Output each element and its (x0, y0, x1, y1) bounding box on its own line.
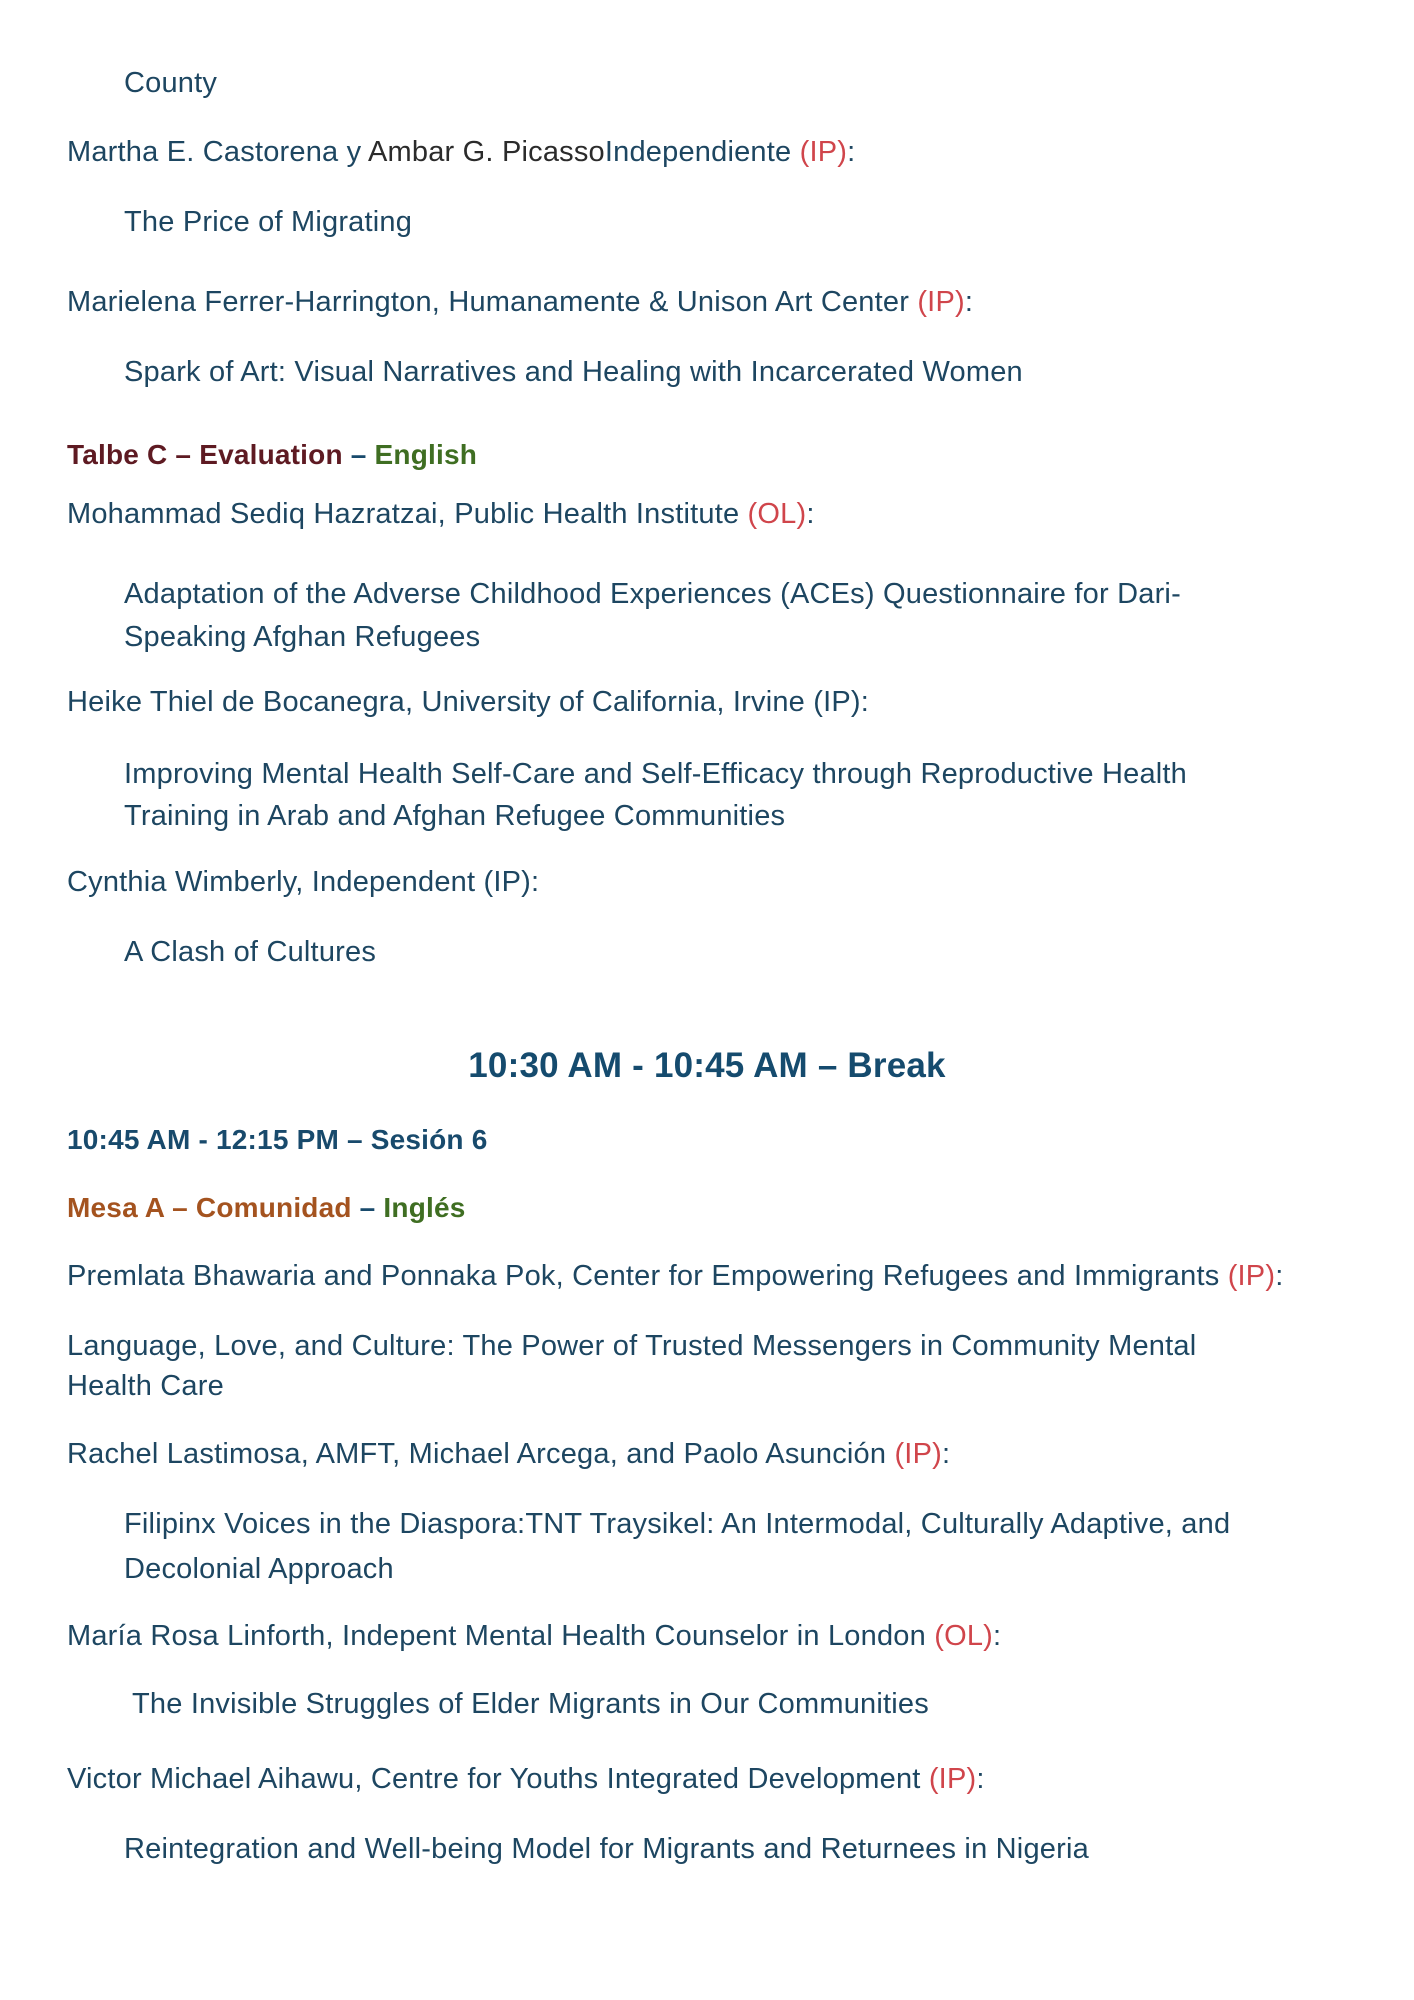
presenter-line (67, 1262, 1283, 1291)
table-label: Talbe C – (67, 439, 200, 470)
table-topic: Evaluation (199, 439, 343, 470)
presenter-name: Martha E. Castorena y (67, 136, 368, 168)
presenter-line: Cynthia Wimberly, Independent (IP): (67, 866, 540, 898)
presentation-title: Spark of Art: Visual Narratives and Healing with Incarcerated Women (124, 356, 1023, 388)
table-c-heading (67, 441, 477, 469)
presenter-name: Premlata Bhawaria and Ponnaka Pok, Center for Empowering Refugees and Immigrants (67, 1260, 1228, 1292)
presenter-line (67, 288, 973, 317)
presenter-name: Mohammad Sediq Hazratzai, Public Health Institute (67, 498, 748, 530)
presenter-line (67, 500, 815, 529)
delivery-tag: (OL) (747, 498, 807, 530)
delivery-tag: (IP) (894, 1438, 942, 1470)
heading-dash: – (342, 439, 375, 470)
table-language: English (374, 439, 478, 470)
presenter-suffix: : (976, 1763, 985, 1795)
presenter-name: Victor Michael Aihawu, Centre for Youths Integrated Development (67, 1763, 929, 1795)
presentation-title-continuation: County (124, 67, 218, 99)
presentation-title-line-1: Adaptation of the Adverse Childhood Experiences (ACEs) Questionnaire for Dari- (124, 578, 1181, 610)
presenter-suffix: : (847, 136, 856, 168)
presentation-title-line-1: Improving Mental Health Self-Care and Self-Efficacy through Reproductive Health (124, 758, 1188, 790)
presentation-title-line-2: Training in Arab and Afghan Refugee Communities (124, 800, 786, 832)
presentation-title: Reintegration and Well-being Model for Migrants and Returnees in Nigeria (124, 1833, 1089, 1865)
presentation-title-line-2: Speaking Afghan Refugees (124, 621, 481, 653)
presentation-title-line-1: Filipinx Voices in the Diaspora:TNT Traysikel: An Intermodal, Culturally Adaptive, and (124, 1508, 1231, 1540)
presenter-affiliation: Independiente (604, 136, 800, 168)
presenter-suffix: : (1275, 1260, 1284, 1292)
presenter-name: María Rosa Linforth, Indepent Mental Health Counselor in London (67, 1620, 935, 1652)
delivery-tag: (IP) (928, 1763, 977, 1795)
presenter-line (67, 1440, 950, 1469)
session-heading: 10:45 AM - 12:15 PM – Sesión 6 (67, 1124, 488, 1155)
delivery-tag: (IP) (917, 286, 965, 318)
presenter-line (67, 1622, 1001, 1651)
presenter-name: Rachel Lastimosa, AMFT, Michael Arcega, and Paolo Asunción (67, 1438, 895, 1470)
presenter-line (67, 1765, 985, 1794)
presentation-title-line-2: Decolonial Approach (124, 1553, 394, 1585)
presenter-suffix: : (806, 498, 815, 530)
break-heading: 10:30 AM - 10:45 AM – Break (468, 1046, 946, 1085)
mesa-language: Inglés (383, 1192, 466, 1223)
mesa-label: Mesa A – Comunidad (67, 1192, 352, 1223)
presenter-line (67, 138, 855, 167)
presenter-suffix: : (941, 1438, 951, 1470)
mesa-a-heading (67, 1194, 466, 1222)
presenter-name-secondary: Ambar G. Picasso (368, 136, 605, 168)
presentation-title-line-1: Language, Love, and Culture: The Power of Trusted Messengers in Community Mental (67, 1330, 1197, 1362)
presenter-line: Heike Thiel de Bocanegra, University of California, Irvine (IP): (67, 686, 870, 718)
presentation-title: The Price of Migrating (124, 206, 413, 238)
delivery-tag: (IP) (799, 136, 848, 168)
presenter-name: Marielena Ferrer-Harrington, Humanamente & Unison Art Center (67, 286, 918, 318)
heading-dash: – (351, 1192, 384, 1223)
delivery-tag: (IP) (1227, 1260, 1276, 1292)
presentation-title-line-2: Health Care (67, 1370, 224, 1402)
presentation-title: A Clash of Cultures (124, 936, 377, 968)
presentation-title: The Invisible Struggles of Elder Migrants in Our Communities (132, 1688, 929, 1720)
presenter-suffix: : (993, 1620, 1002, 1652)
delivery-tag: (OL) (934, 1620, 994, 1652)
presenter-suffix: : (964, 286, 974, 318)
